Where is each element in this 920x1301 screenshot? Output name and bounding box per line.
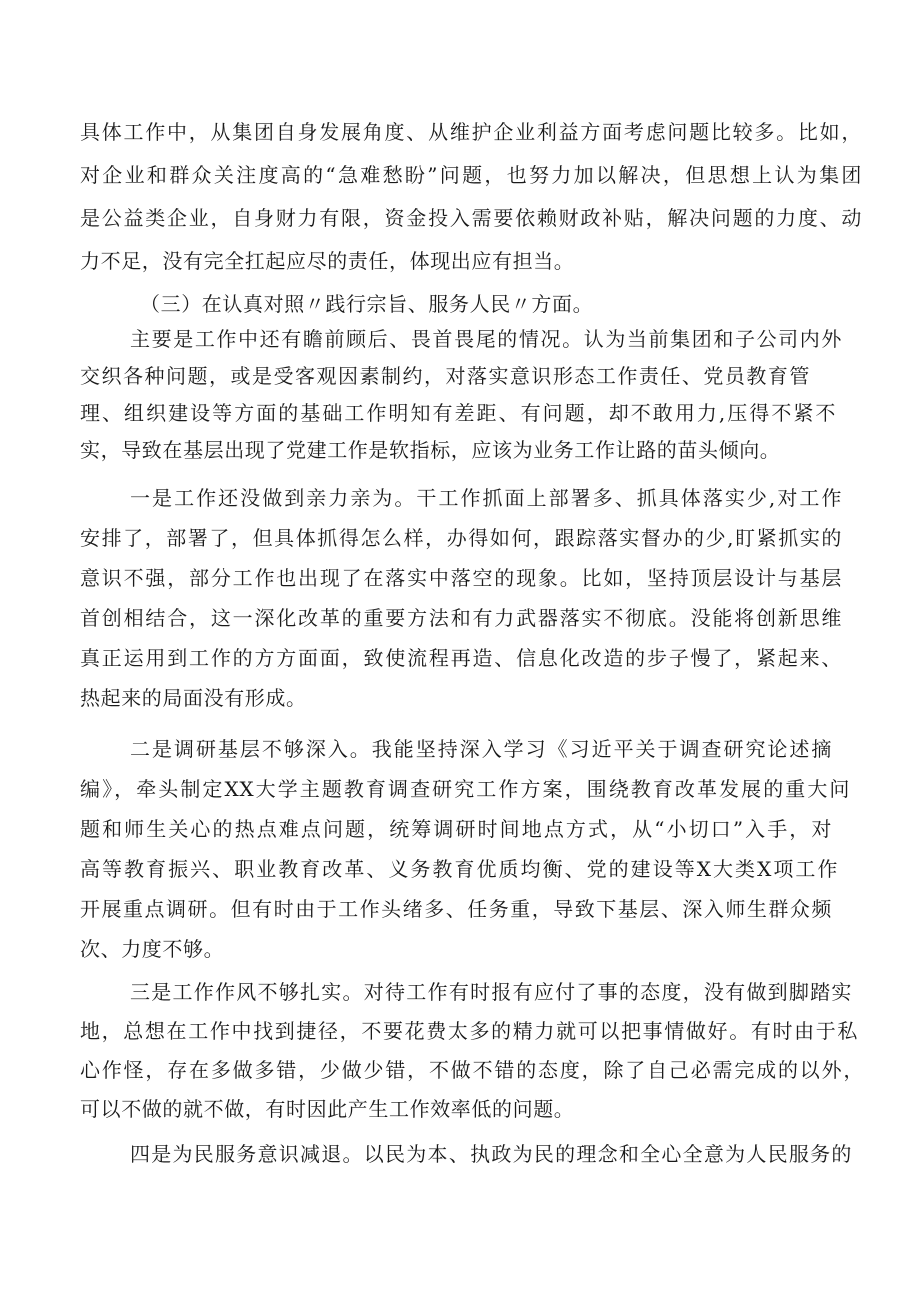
paragraph-2-line-1: 主要是工作中还有瞻前顾后、畏首畏尾的情况。认为当前集团和子公司内外 (130, 327, 842, 351)
paragraph-3-line-4: 首创相结合，这一深化改革的重要方法和有力武器落实不彻底。没能将创新思维 (80, 606, 842, 630)
section-heading-3: （三）在认真对照〃践行宗旨、服务人民〃方面。 (140, 292, 594, 316)
paragraph-1-line-2: 对企业和群众关注度高的“急难愁盼”问题，也努力加以解决，但思想上认为集团 (80, 163, 862, 187)
paragraph-4-line-3: 题和师生关心的热点难点问题，统筹调研时间地点方式，从“小切口”入手，对 (80, 817, 832, 841)
paragraph-3-line-6: 热起来的局面没有形成。 (80, 686, 307, 710)
paragraph-2-line-2: 交织各种问题，或是受客观因素制约，对落实意识形态工作责任、党员教育管 (80, 364, 810, 388)
paragraph-2-line-3: 理、组织建设等方面的基础工作明知有差距、有问题，却不敢用力,压得不紧不 (80, 401, 836, 425)
paragraph-4-line-2: 编》，牵头制定XX大学主题教育调查研究工作方案，围绕教育改革发展的重大问 (80, 777, 850, 801)
paragraph-4-line-5: 开展重点调研。但有时由于工作头绪多、任务重，导致下基层、深入师生群众频 (80, 897, 832, 921)
paragraph-5-line-1: 三是工作作风不够扎实。对待工作有时报有应付了事的态度，没有做到脚踏实 (130, 980, 852, 1004)
paragraph-5-line-3: 心作怪，存在多做多错，少做少错，不做不错的态度，除了自己必需完成的以外， (80, 1058, 864, 1082)
paragraph-2-line-4: 实，导致在基层出现了党建工作是软指标，应该为业务工作让路的苗头倾向。 (80, 438, 781, 462)
paragraph-4-line-6: 次、力度不够。 (80, 937, 225, 961)
paragraph-3-line-1: 一是工作还没做到亲力亲为。干工作抓面上部署多、抓具体落实少,对工作 (130, 486, 842, 510)
paragraph-1-line-3: 是公益类企业，自身财力有限，资金投入需要依赖财政补贴，解决问题的力度、动 (80, 206, 862, 230)
paragraph-3-line-2: 安排了，部署了，但具体抓得怎么样，办得如何，跟踪落实督办的少,盯紧抓实的 (80, 526, 842, 550)
paragraph-5-line-2: 地，总想在工作中找到捷径，不要花费太多的精力就可以把事情做好。有时由于私 (80, 1019, 858, 1043)
paragraph-3-line-3: 意识不强，部分工作也出现了在落实中落空的现象。比如，坚持顶层设计与基层 (80, 566, 842, 590)
paragraph-4-line-1: 二是调研基层不够深入。我能坚持深入学习《习近平关于调查研究论述摘 (130, 737, 832, 761)
paragraph-1-line-1: 具体工作中，从集团自身发展角度、从维护企业利益方面考虑问题比较多。比如， (80, 120, 862, 144)
paragraph-4-line-4: 高等教育振兴、职业教育改革、义务教育优质均衡、党的建设等X大类X项工作 (80, 857, 838, 881)
paragraph-5-line-4: 可以不做的就不做，有时因此产生工作效率低的问题。 (80, 1097, 575, 1121)
paragraph-3-line-5: 真正运用到工作的方方面面，致使流程再造、信息化改造的步子慢了，紧起来、 (80, 646, 842, 670)
paragraph-1-line-4: 力不足，没有完全扛起应尽的责任，体现出应有担当。 (80, 249, 575, 273)
paragraph-6-line-1: 四是为民服务意识减退。以民为本、执政为民的理念和全心全意为人民服务的 (130, 1142, 852, 1166)
